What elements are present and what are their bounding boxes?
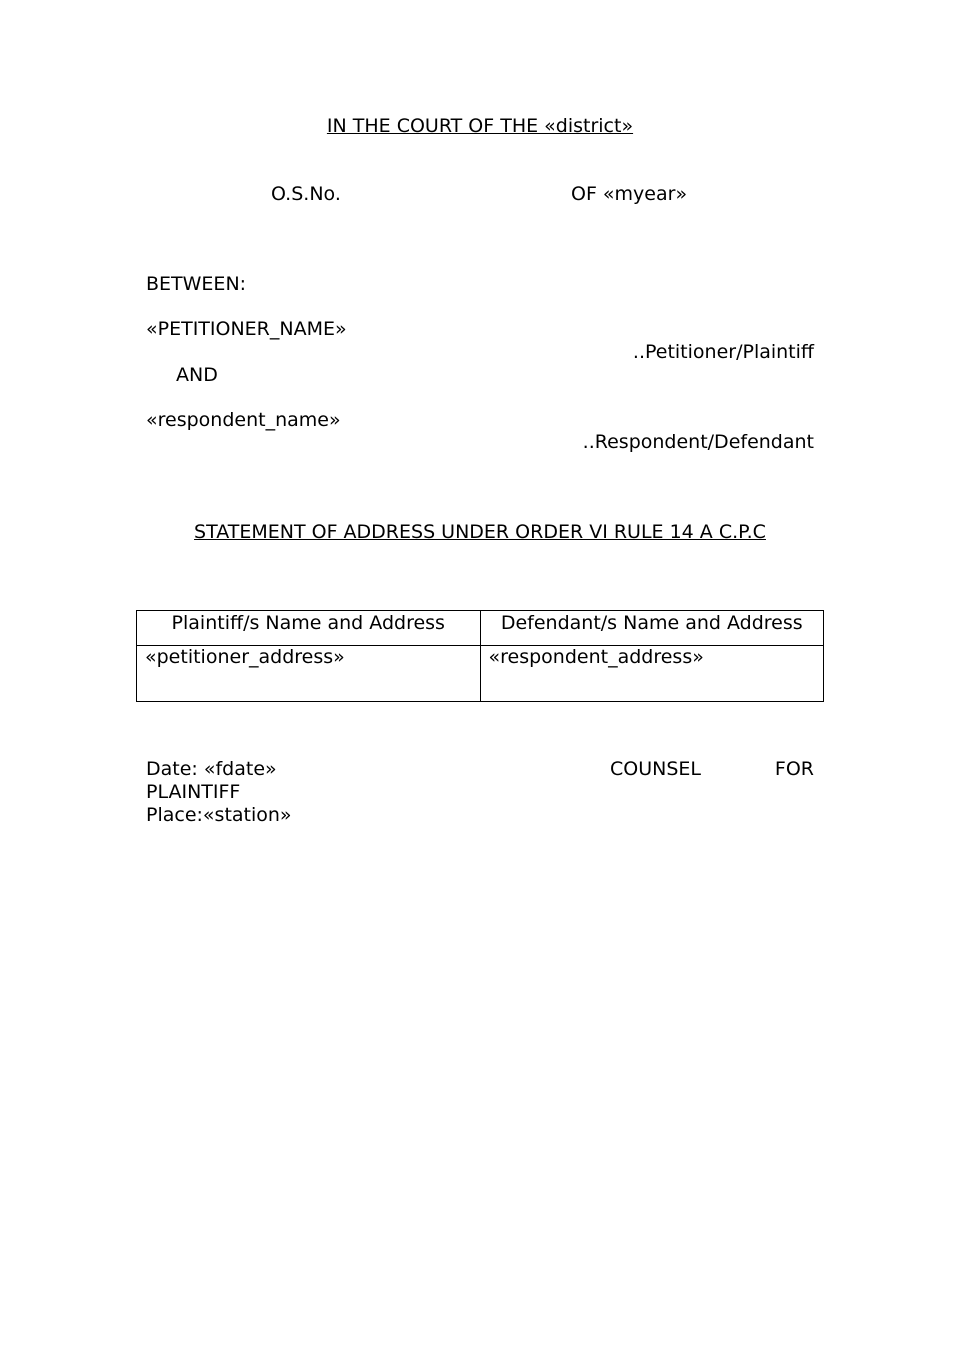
- plaintiff-label: PLAINTIFF: [146, 781, 241, 803]
- plaintiff-header: Plaintiff/s Name and Address: [137, 611, 481, 646]
- defendant-header: Defendant/s Name and Address: [480, 611, 824, 646]
- petitioner-role: ..Petitioner/Plaintiff: [632, 341, 814, 363]
- date-label: Date: «fdate»: [146, 758, 277, 780]
- plaintiff-address-cell: «petitioner_address»: [137, 646, 481, 702]
- table-header-row: [137, 611, 824, 646]
- defendant-address-cell: «respondent_address»: [480, 646, 824, 702]
- petitioner-name: «PETITIONER_NAME»: [146, 318, 347, 340]
- statement-title: STATEMENT OF ADDRESS UNDER ORDER VI RULE 14 A C.P.C: [194, 521, 766, 543]
- between-label: BETWEEN:: [146, 273, 247, 295]
- case-number-label: O.S.No.: [271, 183, 341, 205]
- address-table: [136, 610, 824, 702]
- case-year-label: OF «myear»: [571, 183, 688, 205]
- court-heading: IN THE COURT OF THE «district»: [326, 115, 634, 137]
- and-label: AND: [176, 364, 218, 386]
- counsel-label: COUNSEL: [610, 758, 701, 780]
- respondent-role: ..Respondent/Defendant: [582, 431, 814, 453]
- table-row: [137, 646, 824, 702]
- place-label: Place:«station»: [146, 804, 292, 826]
- respondent-name: «respondent_name»: [146, 409, 341, 431]
- for-label: FOR: [774, 758, 814, 780]
